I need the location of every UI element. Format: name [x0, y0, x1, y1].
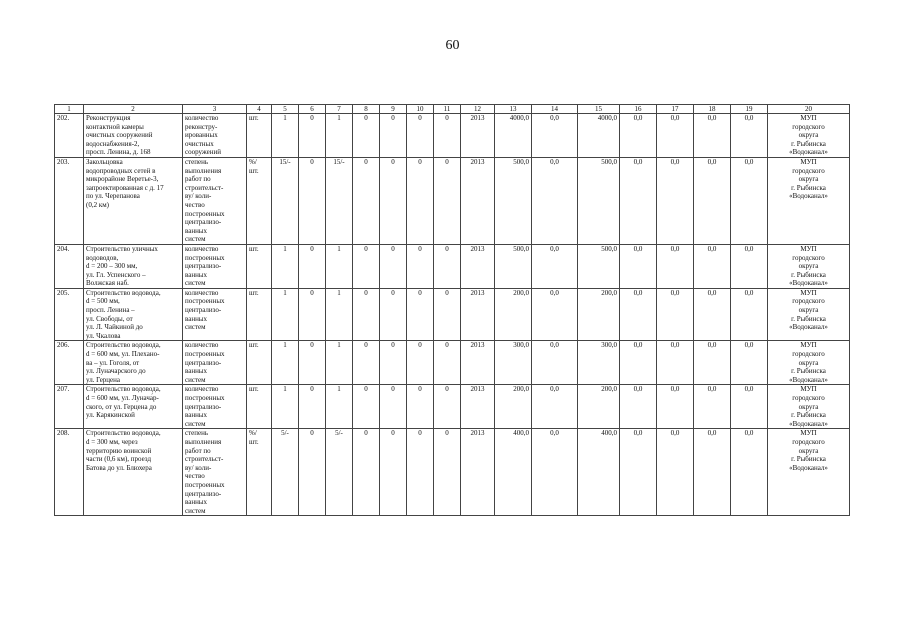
value-cell-10: 0 — [407, 341, 434, 385]
year-cell: 2013 — [461, 385, 495, 429]
value-cell-14: 0,0 — [532, 341, 578, 385]
value-cell-5: 15/- — [272, 157, 299, 244]
column-header-4: 4 — [247, 105, 272, 114]
table-row — [55, 341, 850, 385]
year-cell: 2013 — [461, 429, 495, 516]
amount-cell-15: 4000,0 — [578, 114, 620, 158]
value-cell-6: 0 — [299, 385, 326, 429]
column-header-9: 9 — [380, 105, 407, 114]
value-cell-18: 0,0 — [694, 385, 731, 429]
year-cell: 2013 — [461, 114, 495, 158]
value-cell-19: 0,0 — [731, 288, 768, 341]
total-amount-cell: 200,0 — [495, 385, 532, 429]
column-header-19: 19 — [731, 105, 768, 114]
amount-cell-15: 300,0 — [578, 341, 620, 385]
value-cell-5: 5/- — [272, 429, 299, 516]
value-cell-19: 0,0 — [731, 114, 768, 158]
value-cell-7: 15/- — [326, 157, 353, 244]
value-cell-6: 0 — [299, 341, 326, 385]
value-cell-17: 0,0 — [657, 429, 694, 516]
row-number-cell: 204. — [55, 244, 84, 288]
total-amount-cell: 500,0 — [495, 244, 532, 288]
executor-cell: МУП городского округа г. Рыбинска «Водоканал» — [768, 244, 850, 288]
value-cell-5: 1 — [272, 385, 299, 429]
column-header-1: 1 — [55, 105, 84, 114]
column-header-16: 16 — [620, 105, 657, 114]
value-cell-7: 1 — [326, 244, 353, 288]
value-cell-5: 1 — [272, 244, 299, 288]
row-number-cell: 202. — [55, 114, 84, 158]
row-number-cell: 206. — [55, 341, 84, 385]
column-header-20: 20 — [768, 105, 850, 114]
value-cell-6: 0 — [299, 244, 326, 288]
amount-cell-15: 200,0 — [578, 385, 620, 429]
column-header-13: 13 — [495, 105, 532, 114]
row-number-cell: 205. — [55, 288, 84, 341]
column-header-5: 5 — [272, 105, 299, 114]
value-cell-9: 0 — [380, 341, 407, 385]
column-header-11: 11 — [434, 105, 461, 114]
unit-cell: шт. — [247, 244, 272, 288]
value-cell-14: 0,0 — [532, 429, 578, 516]
table-body — [55, 105, 850, 516]
value-cell-16: 0,0 — [620, 114, 657, 158]
indicator-cell: количество построенных централизо- ванных систем — [183, 244, 247, 288]
value-cell-11: 0 — [434, 114, 461, 158]
unit-cell: %/ шт. — [247, 429, 272, 516]
value-cell-16: 0,0 — [620, 429, 657, 516]
value-cell-10: 0 — [407, 288, 434, 341]
table-row — [55, 288, 850, 341]
value-cell-10: 0 — [407, 114, 434, 158]
row-number-cell: 203. — [55, 157, 84, 244]
total-amount-cell: 400,0 — [495, 429, 532, 516]
value-cell-19: 0,0 — [731, 157, 768, 244]
value-cell-10: 0 — [407, 157, 434, 244]
row-number-cell: 207. — [55, 385, 84, 429]
value-cell-10: 0 — [407, 244, 434, 288]
value-cell-8: 0 — [353, 157, 380, 244]
value-cell-17: 0,0 — [657, 114, 694, 158]
value-cell-9: 0 — [380, 288, 407, 341]
unit-cell: шт. — [247, 288, 272, 341]
column-header-15: 15 — [578, 105, 620, 114]
value-cell-7: 5/- — [326, 429, 353, 516]
column-header-6: 6 — [299, 105, 326, 114]
value-cell-16: 0,0 — [620, 244, 657, 288]
value-cell-6: 0 — [299, 114, 326, 158]
column-header-2: 2 — [84, 105, 183, 114]
value-cell-18: 0,0 — [694, 244, 731, 288]
value-cell-5: 1 — [272, 288, 299, 341]
measure-name-cell: Реконструкция контактной камеры очистных сооружений водоснабжения-2, просп. Ленина, д. 168 — [84, 114, 183, 158]
value-cell-18: 0,0 — [694, 429, 731, 516]
table-row — [55, 244, 850, 288]
value-cell-11: 0 — [434, 288, 461, 341]
value-cell-17: 0,0 — [657, 341, 694, 385]
value-cell-11: 0 — [434, 429, 461, 516]
executor-cell: МУП городского округа г. Рыбинска «Водоканал» — [768, 385, 850, 429]
value-cell-6: 0 — [299, 157, 326, 244]
measure-name-cell: Строительство водовода, d = 300 мм, через территорию воинской части (0,6 км), проезд Батова до ул. Блюхера — [84, 429, 183, 516]
value-cell-7: 1 — [326, 288, 353, 341]
value-cell-11: 0 — [434, 244, 461, 288]
column-header-18: 18 — [694, 105, 731, 114]
data-table — [54, 104, 850, 516]
value-cell-17: 0,0 — [657, 288, 694, 341]
value-cell-11: 0 — [434, 385, 461, 429]
column-header-7: 7 — [326, 105, 353, 114]
value-cell-8: 0 — [353, 341, 380, 385]
value-cell-18: 0,0 — [694, 114, 731, 158]
value-cell-14: 0,0 — [532, 114, 578, 158]
total-amount-cell: 300,0 — [495, 341, 532, 385]
value-cell-17: 0,0 — [657, 244, 694, 288]
amount-cell-15: 200,0 — [578, 288, 620, 341]
measure-name-cell: Строительство водовода, d = 600 мм, ул. Лунача́р- ского, от ул. Герцена до ул. Карякинской — [84, 385, 183, 429]
value-cell-9: 0 — [380, 114, 407, 158]
value-cell-5: 1 — [272, 114, 299, 158]
year-cell: 2013 — [461, 244, 495, 288]
total-amount-cell: 4000,0 — [495, 114, 532, 158]
executor-cell: МУП городского округа г. Рыбинска «Водоканал» — [768, 114, 850, 158]
indicator-cell: количество построенных централизо- ванных систем — [183, 385, 247, 429]
value-cell-19: 0,0 — [731, 341, 768, 385]
table-row — [55, 385, 850, 429]
value-cell-6: 0 — [299, 288, 326, 341]
value-cell-16: 0,0 — [620, 157, 657, 244]
amount-cell-15: 500,0 — [578, 157, 620, 244]
amount-cell-15: 400,0 — [578, 429, 620, 516]
column-header-12: 12 — [461, 105, 495, 114]
value-cell-9: 0 — [380, 157, 407, 244]
value-cell-19: 0,0 — [731, 385, 768, 429]
year-cell: 2013 — [461, 341, 495, 385]
unit-cell: шт. — [247, 114, 272, 158]
value-cell-9: 0 — [380, 385, 407, 429]
executor-cell: МУП городского округа г. Рыбинска «Водоканал» — [768, 429, 850, 516]
table-row — [55, 157, 850, 244]
column-number-row — [55, 105, 850, 114]
value-cell-7: 1 — [326, 385, 353, 429]
value-cell-14: 0,0 — [532, 385, 578, 429]
column-header-14: 14 — [532, 105, 578, 114]
executor-cell: МУП городского округа г. Рыбинска «Водоканал» — [768, 341, 850, 385]
column-header-17: 17 — [657, 105, 694, 114]
column-header-10: 10 — [407, 105, 434, 114]
page-number: 60 — [445, 38, 460, 53]
measure-name-cell: Строительство уличных водоводов, d = 200 – 300 мм, ул. Гл. Успенского – Волжская наб. — [84, 244, 183, 288]
value-cell-19: 0,0 — [731, 244, 768, 288]
value-cell-18: 0,0 — [694, 288, 731, 341]
value-cell-10: 0 — [407, 429, 434, 516]
row-number-cell: 208. — [55, 429, 84, 516]
unit-cell: %/ шт. — [247, 157, 272, 244]
value-cell-8: 0 — [353, 385, 380, 429]
table-row — [55, 429, 850, 516]
indicator-cell: степень выполнения работ по строительст- ву/ коли- чество построенных централизо- ванных систем — [183, 157, 247, 244]
value-cell-7: 1 — [326, 114, 353, 158]
value-cell-16: 0,0 — [620, 385, 657, 429]
year-cell: 2013 — [461, 288, 495, 341]
measure-name-cell: Закольцовка водопроводных сетей в микрорайоне Веретье-3, запроектированная с д. 17 по ул. Черепанова (0,2 км) — [84, 157, 183, 244]
column-header-8: 8 — [353, 105, 380, 114]
year-cell: 2013 — [461, 157, 495, 244]
total-amount-cell: 500,0 — [495, 157, 532, 244]
value-cell-11: 0 — [434, 157, 461, 244]
value-cell-6: 0 — [299, 429, 326, 516]
value-cell-16: 0,0 — [620, 341, 657, 385]
value-cell-14: 0,0 — [532, 244, 578, 288]
indicator-cell: количество реконстру- ированных очистных сооружений — [183, 114, 247, 158]
value-cell-8: 0 — [353, 114, 380, 158]
value-cell-7: 1 — [326, 341, 353, 385]
value-cell-10: 0 — [407, 385, 434, 429]
unit-cell: шт. — [247, 385, 272, 429]
value-cell-14: 0,0 — [532, 288, 578, 341]
table-row — [55, 114, 850, 158]
indicator-cell: количество построенных централизо- ванных систем — [183, 341, 247, 385]
value-cell-18: 0,0 — [694, 157, 731, 244]
value-cell-8: 0 — [353, 288, 380, 341]
indicator-cell: количество построенных централизо- ванных систем — [183, 288, 247, 341]
total-amount-cell: 200,0 — [495, 288, 532, 341]
value-cell-18: 0,0 — [694, 341, 731, 385]
indicator-cell: степень выполнения работ по строительст- ву/ коли- чество построенных централизо- ванных систем — [183, 429, 247, 516]
column-header-3: 3 — [183, 105, 247, 114]
value-cell-9: 0 — [380, 244, 407, 288]
value-cell-17: 0,0 — [657, 157, 694, 244]
value-cell-14: 0,0 — [532, 157, 578, 244]
measure-name-cell: Строительство водовода, d = 600 мм, ул. Плехано- ва – ул. Гоголя, от ул. Луначарского до ул. Герцена — [84, 341, 183, 385]
value-cell-8: 0 — [353, 429, 380, 516]
measure-name-cell: Строительство водовода, d = 500 мм, просп. Ленина – ул. Свободы, от ул. Л. Чайкиной до ул. Чкалова — [84, 288, 183, 341]
value-cell-8: 0 — [353, 244, 380, 288]
unit-cell: шт. — [247, 341, 272, 385]
value-cell-19: 0,0 — [731, 429, 768, 516]
value-cell-5: 1 — [272, 341, 299, 385]
executor-cell: МУП городского округа г. Рыбинска «Водоканал» — [768, 157, 850, 244]
executor-cell: МУП городского округа г. Рыбинска «Водоканал» — [768, 288, 850, 341]
value-cell-17: 0,0 — [657, 385, 694, 429]
value-cell-16: 0,0 — [620, 288, 657, 341]
value-cell-9: 0 — [380, 429, 407, 516]
value-cell-11: 0 — [434, 341, 461, 385]
amount-cell-15: 500,0 — [578, 244, 620, 288]
